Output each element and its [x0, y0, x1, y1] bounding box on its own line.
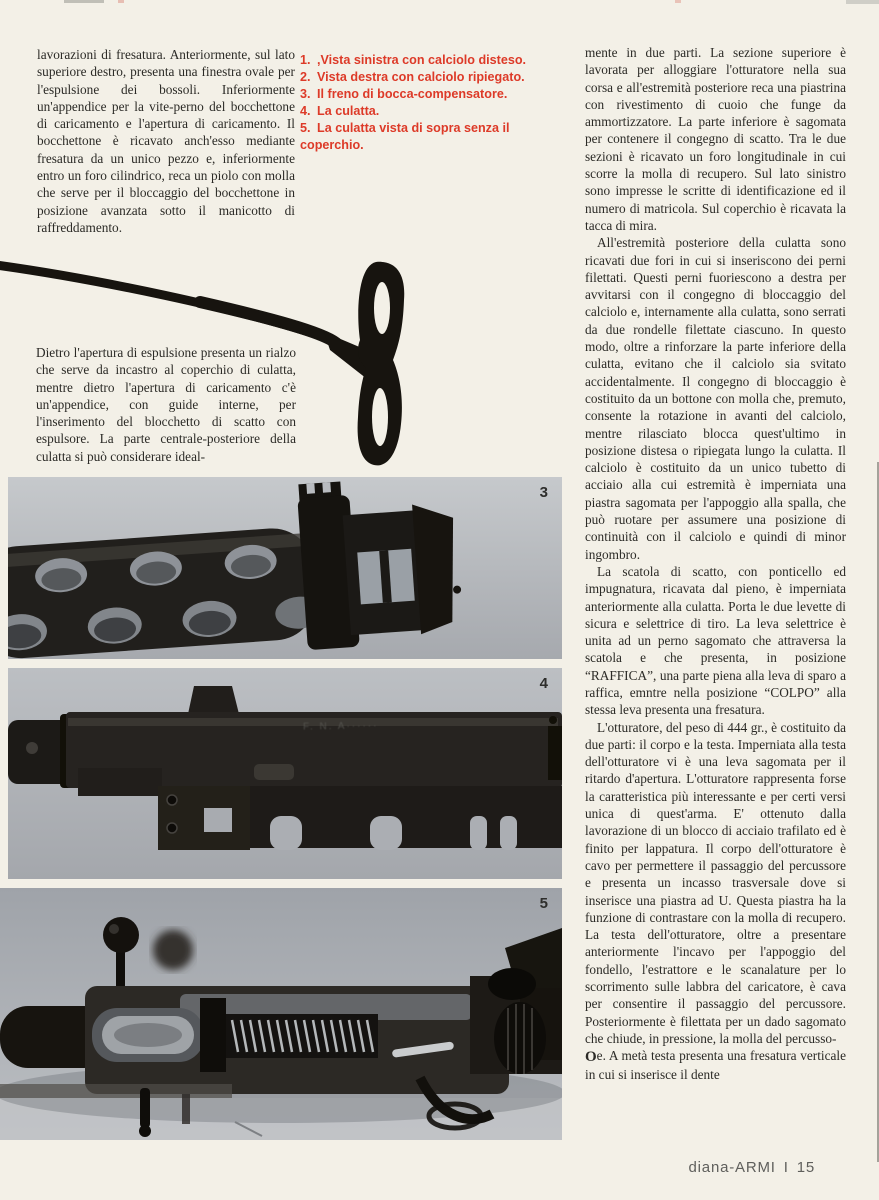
body-paragraph: Dietro l'apertura di espulsione presenta un rialzo che serve da incastro al coperchio di culatta, mentre dietro l'apertura di caricamento c'è un'appendice, con guide interne, per l'inserimento del blocchetto di scatto con espulsore. La parte centrale-posteriore della culatta si può considerare ideal-: [36, 345, 296, 464]
magazine-title: diana-ARMI: [688, 1159, 776, 1176]
caption-text: Il freno di bocca-compensatore.: [317, 87, 508, 101]
caption-number: 5.: [300, 121, 311, 135]
figure-captions: [300, 52, 558, 154]
footer-separator: I: [783, 1159, 789, 1176]
body-paragraph: mente in due parti. La sezione superiore è lavorata per alloggiare l'otturatore nella sua corsa e all'estremità posteriore reca una piastrina con rivestimento di cuoio che funge da ammortizzatore. La parte inferiore è sagomata per contenere il congegno di scatto. Tra le due sezioni è ricavato un foro longitudinale in cui scorre la molla di recupero. Sul lato sinistro sono impresse le scritte di identificazione ed il numero di matricola. Sul coperchio è ricavata la tacca di mira.: [585, 45, 846, 233]
caption-text: La culatta vista di sopra senza il coperchio.: [300, 121, 510, 152]
body-paragraph: lavorazioni di fresatura. Anteriormente, sul lato superiore destro, presenta una finestra ovale per l'espulsione dei bossoli. Inferiormente un'appendice per la vite-perno del bocchettone di caricamento e l'apertura di caricamento. Il bocchettone è ricavato anch'esso mediante fresatura da un unico pezzo e, inferiormente entro un foro cilindrico, reca un piolo con molla che serve per il bloccaggio del bocchettone in posizione avanzata sotto il manicotto di raffreddamento.: [37, 47, 295, 235]
caption-item: [300, 103, 558, 120]
fragment-text: e. A metà testa presenta una fresatura verticale in cui si inserisce il dente: [585, 1048, 846, 1082]
page-number: 15: [796, 1159, 815, 1176]
caption-number: 2.: [300, 70, 311, 84]
caption-text: Vista destra con calciolo ripiegato.: [317, 70, 525, 84]
body-paragraph: L'otturatore, del peso di 444 gr., è costituito da due parti: il corpo e la testa. Imperniata alla testa dell'otturatore vi è una leva sagomata per il ritardo d'apertura. L'otturatore rappresenta forse la caratteristica più interessante e per certi versi unica di quest'arma. E' ottenuto dalla lavorazione di un blocco di acciaio trafilato ed è finito per lappatura. Il corpo dell'otturatore è cavo per permettere il passaggio del percussore e presenta un incasso trasversale dove si inserisce una piastra ad U. Questa piastra ha la funzione di contrastare con la molla di recupero. La testa dell'otturatore, oltre a presentare anteriormente l'incavo per l'appoggio del fondello, l'estrattore e le scanalature per lo scorrimento sulle labbra del caricatore, è cava per consentire il passaggio del percussore. Posteriormente è filettata per un dado sagomato che chiude, in pressione, la molla del percusso-: [585, 719, 846, 1046]
registration-mark: [64, 0, 104, 3]
page-footer: [560, 1159, 815, 1176]
photo-muzzle-brake: [8, 477, 562, 659]
photo5-image: [0, 888, 562, 1140]
registration-mark: [118, 0, 124, 3]
photo-number: 5: [539, 895, 548, 912]
registration-mark: [675, 0, 681, 3]
photo-receiver-side: [8, 668, 562, 879]
caption-text: ,Vista sinistra con calciolo disteso.: [317, 53, 527, 67]
caption-item: [300, 69, 558, 86]
left-column-top: [37, 46, 295, 236]
body-paragraph-fragment: [585, 1047, 846, 1083]
right-column: [585, 44, 846, 1083]
photo3-image: [8, 477, 562, 659]
caption-item: [300, 52, 558, 69]
caption-number: 4.: [300, 104, 311, 118]
body-paragraph: La scatola di scatto, con ponticello ed impugnatura, ricavata dal pieno, è imperniata anteriormente alla culatta. Porta le due levette di sicura e selettrice di tiro. La leva selettrice è unita ad un perno sagomato che attraversa la scatola e che presenta, in posizione “RAFFICA”, una parte piena alla leva di sparo a raffica, emntre nella posizione “COLPO” alla stessa leva presenta una fresatura.: [585, 563, 846, 718]
body-paragraph: All'estremità posteriore della culatta sono ricavati due fori in cui si inseriscono dei perni filettati. Questi perni fuoriescono a destra per avvitarsi con il congegno di bloccaggio del calciolo e, internamente alla culatta, sono serrati da due rondelle filettate ciascuno. In questo modo, oltre a rinforzare la parte inferiore della culatta, evitano che il calciolo sia svitato accidentalmente. Il congegno di bloccaggio è costituito da un bottone con molla che, premuto, consente la rotazione in avanti del calciolo, mentre rilasciato blocca quest'ultimo in posizione distesa o ripiegata lungo la culatta. Il calciolo è costituito da un unico tubetto di acciaio alla cui estremità è imperniata una piastra sagomata per l'appoggio alla spalla, che può ruotare per assumere una posizione di continuità con il calciolo e quindi di minor ingombro.: [585, 235, 846, 562]
receiver-engraving: F. N. A······: [302, 720, 379, 733]
photo-number: 3: [539, 484, 548, 501]
caption-text: La culatta.: [317, 104, 380, 118]
caption-number: 1.: [300, 53, 311, 67]
left-column-bottom: [36, 344, 296, 465]
photo-receiver-top: [0, 888, 562, 1140]
registration-mark: [846, 0, 879, 4]
caption-number: 3.: [300, 87, 311, 101]
ink-blob: O: [585, 1049, 597, 1066]
caption-item: [300, 120, 558, 154]
photo4-image: [8, 668, 562, 879]
photo-number: 4: [539, 675, 548, 692]
caption-item: [300, 86, 558, 103]
